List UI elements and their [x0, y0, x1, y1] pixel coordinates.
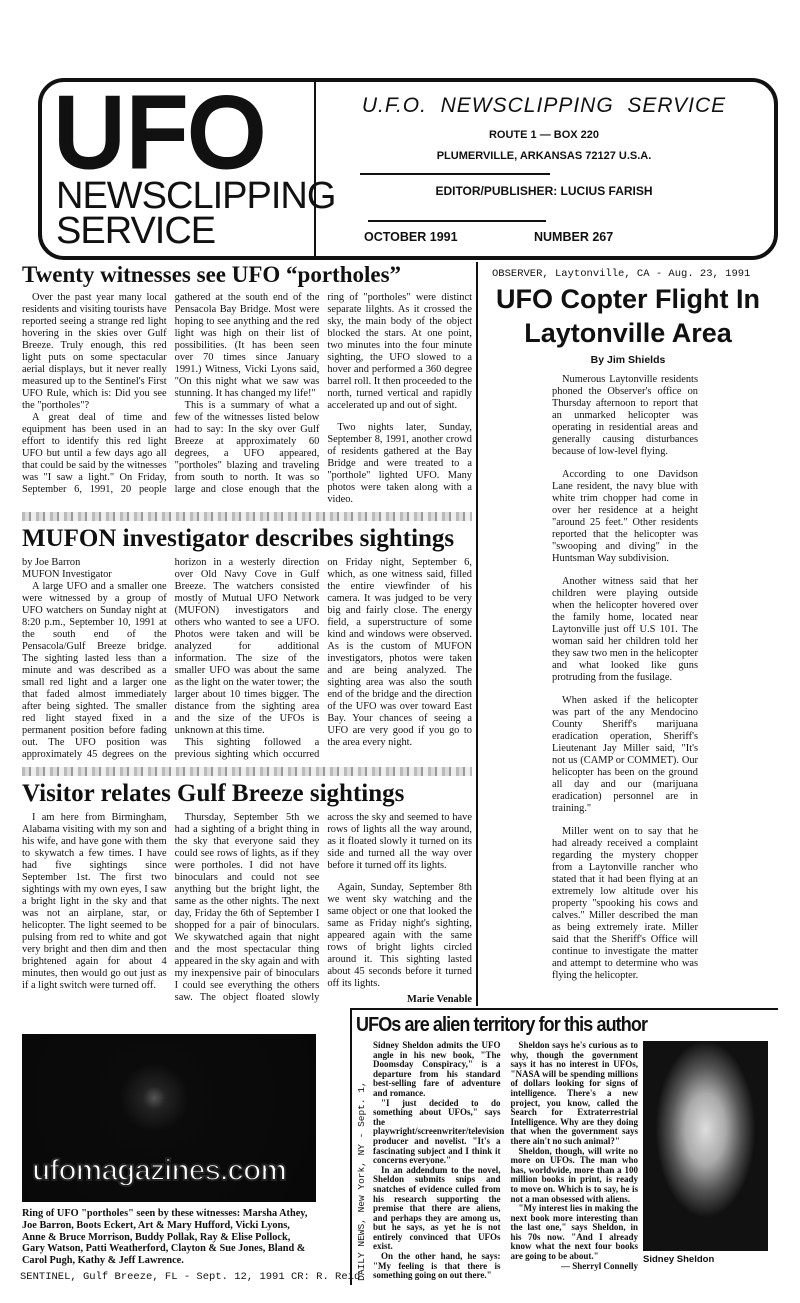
byline-role: MUFON Investigator [22, 569, 112, 581]
photo-caption: Sidney Sheldon [643, 1254, 715, 1265]
byline: by Joe Barron [22, 557, 81, 569]
bottom-wrap [0, 1008, 800, 1285]
article-headline: UFO Copter Flight In Laytonville Area [496, 284, 760, 348]
paragraph: Sheldon, though, will write no more on UFOs. The man who has, worldwide, more than a 100 million books in print, is ready to move on. Which is to say, he is not a man obsessed with aliens. [510, 1145, 638, 1204]
paragraph: This is a summary of what a few of the witnesses listed below had to say: In the sky over Gulf Breeze at approximately 60 degrees, a UFO appeared, "portholes" blazing and traveling from south to north. It was so large and close enough that the ring of "portholes" were distinct separate lilghts. As it crossed the sky, the main body of the object blocked the stars. At one point, two minutes into the four minute sighting, the UFO slowed to a hover and performed a 360 degree barrel roll. It then proceeded to the north, turned vertical and rapidly accelerated up and out of sight. [174, 292, 472, 496]
paragraph: A large UFO and a smaller one were witnessed by a group of UFO watchers on Sunday night at 8:20 p.m., September 10, 1991 at the south end of the Pensacola/Gulf Breeze bridge. The sighting lasted less than a minute and was described as a small red light and a larger one that faded almost immediately after being sighted. The smaller red light stayed fixed in a permanent position before fading out. The UFO position was approximately 45 degrees on the horizon in a westerly direction over Old Navy Cove in Gulf Breeze. The watchers consisted mostly of Mutual UFO Network (MUFON) investigators and others who wanted to see a UFO. Photos were taken and will be analyzed for additional information. The size of the smaller UFO was about the same as the light on the water tower; the larger about 10 times bigger. The distance from the sighting area and the size of the UFOs is unknown at this time. [22, 557, 320, 761]
divider [368, 220, 546, 222]
paragraph: Miller went on to say that he had already received a complaint regarding the mystery chopper from a Laytonville rancher who stated that it had been flying at an extremely low altitude over his property "spooking his cows and calves." Miller described the man as being extremely irate. Miller said that the Sheriff's Office will continue to investigate the matter and attempt to determine who was flying the helicopter. [552, 826, 698, 981]
article-body [22, 557, 472, 761]
clipping-source: DAILY NEWS, New York, NY - Sept. 1, [356, 1081, 367, 1281]
divider [360, 173, 550, 175]
article-body [373, 1041, 638, 1281]
article-body [22, 292, 472, 506]
photo-caption: Ring of UFO "portholes" seen by these witnesses: Marsha Athey, Joe Barron, Boots Eckert, Art & Mary Hufford, Vicki Lyons, Anne & Bruce Morrison, Buddy Pollak, Ray & Elise Pollock, Gary Watson, Patti Weatherford, Clayton & Sue Jones, Bland & Carol Pugh, Kathy & Jeff Lawrence. [22, 1208, 308, 1267]
logo-ufo: UFO [54, 77, 267, 187]
paragraph: Over the past year many local residents and visiting tourists have reported seeing a strange red light hovering in the skies over Gulf Breeze. Truly enough, this red light puts on some spectacular aerial displays, but it never really measured up to the Sentinel's First UFO Rule, which is: Did you see the "portholes"? [22, 292, 167, 412]
ufo-photo [22, 1034, 316, 1202]
sheldon-article [350, 1008, 778, 1285]
sheldon-grid [356, 1041, 778, 1281]
signature: Marie Venable [407, 993, 472, 1005]
author-credit: — Sherryl Connelly [560, 1260, 638, 1271]
separator-band [22, 512, 472, 521]
issue-number: NUMBER 267 [534, 230, 614, 244]
photo-section [20, 1008, 361, 1285]
paragraph: Another witness said that her children were playing outside when the helicopter hovered over the family home, located near Laytonville just off U.S 101. The woman said her children told her they saw two men in the helicopter and what looked like guns protruding from the fusilage. [552, 576, 698, 683]
paragraph: When asked if the helicopter was part of the any Mendocino County Sheriff's marijuana eradication operation, Sheriff's Lieutenant Jay Miller said, "It's not us (CAMP or COMMET). Our helicopter has been on the ground all day and our (marijuana eradication) personnel are in training." [552, 695, 698, 814]
article-body [22, 812, 472, 1006]
logo-service: SERVICE [56, 210, 216, 252]
watermark: ufomagazines.com [32, 1154, 287, 1187]
bottom-section [22, 1008, 778, 1285]
article-headline: UFOs are alien territory for this author [356, 1014, 648, 1036]
paragraph: Thursday, September 5th we had a sighting of a bright thing in the sky that everyone said they could see rows of lights, as if they were portholes. I did not have binoculars and could not see anything but the bright light, the same as the other nights. The next day, Friday the 6th of September I shopped for a pair of binoculars. We skywatched again that night and the most spectacular thing appeared in the sky again and with my inexpensive pair of binoculars I could see everything the others saw. The object floated slowly across the sky and seemed to have rows of lights all the way around, as it floated slowly it turned on its side and turned all the way over before it turned off its lights. [174, 811, 472, 1003]
byline: By Jim Shields [590, 354, 666, 366]
logo-newsclipping: NEWSCLIPPING [56, 175, 336, 217]
editor-line: EDITOR/PUBLISHER: LUCIUS FARISH [435, 184, 653, 198]
article-headline: Visitor relates Gulf Breeze sightings [22, 780, 405, 808]
top-section [22, 262, 778, 1006]
address-line-1: ROUTE 1 — BOX 220 [488, 129, 600, 141]
clipping-source: OBSERVER, Laytonville, CA - Aug. 23, 1991 [492, 268, 751, 280]
paragraph: I am here from Birmingham, Alabama visiting with my son and his wife, and have gone with them to skywatch a few times. I have had five sightings since September 1st. The first two sightings with my own eyes, I saw a bright light in the sky and that was not an airplane, star, or helicopter. The light seemed to be pulsing from red to white and got very bright and then dim and then brightened again for about 4 minutes, then would go out just as if a light switch were turned off. [22, 811, 167, 991]
masthead [38, 78, 778, 260]
left-column [22, 262, 476, 1006]
separator-band [22, 767, 472, 776]
paragraph: On the other hand, he says: "My feeling is that there is something going on out there." [373, 1251, 501, 1281]
paragraph: This sighting followed a previous sighting which occurred on Friday night, September 6, which, as one witness said, filled the entire viewfinder of his camera. It was judged to be very big and fairly close. The energy field, a superstructure of some kind and windows were observed. As is the custom of MUFON investigators, photos were taken and are being analyzed. The sighting area was also the south end of the bridge and the direction of the UFO was over toward East Bay. Your chances of seeing a UFO are very good if you go to the area every night. [174, 557, 472, 761]
author-photo-block [643, 1041, 768, 1281]
article-body [552, 374, 698, 982]
publication-title: U.F.O. NEWSCLIPPING SERVICE [361, 94, 727, 117]
paragraph: Two nights later, Sunday, September 8, 1991, another crowd of residents gathered at the Bay Bridge and were treated to a "porthole" lighted UFO. Many photos were taken along with a video. [327, 422, 472, 506]
paragraph: Again, Sunday, September 8th we went sky watching and the same object or one that looked the same as Friday night's sighting, appeared again with the same rows of bright lights circled around it. This sighting lasted about 45 seconds before it turned off its lights. [327, 881, 472, 989]
address-line-2: PLUMERVILLE, ARKANSAS 72127 U.S.A. [436, 150, 652, 162]
issue-date: OCTOBER 1991 [364, 230, 458, 244]
paragraph: Sheldon says he's curious as to why, though the government says it has no interest in UFOs, "NASA will be spending millions of dollars looking for signs of intelligence. There's a new project, you know, called the Search for Extraterrestrial Intelligence. Why are they doing that when the government says there ain't no such animal?" [510, 1040, 638, 1146]
paragraph: A great deal of time and equipment has been used in an effort to identify this red light UFO but until a few days ago all that could be said by the witnesses was "I saw a light." On Friday, September 6, 1991, 20 people gathered at the south end of the Pensacola Bay Bridge. Most were hoping to see anything and the red light was high on their list of possibilities. (It has been seen over 70 times since January 1991.) Witness, Vicki Lyons said, "On this night what we saw was stunning. It has changed my life!" [22, 292, 320, 496]
right-column [476, 262, 778, 1006]
paragraph: "My interest lies in making the next book more interesting than the last one," says Sheldon, in his 70s now. "And I already know what the next four books are going to be about." [510, 1203, 638, 1262]
author-photo [643, 1041, 768, 1251]
article-headline: Twenty witnesses see UFO “portholes” [22, 262, 402, 287]
paragraph: Numerous Laytonville residents phoned the Observer's office on Thursday afternoon to report that an unmarked helicopter was operating in residential areas and generally causing disturbances because of low-level flying. [552, 374, 698, 457]
paragraph: In an addendum to the novel, Sheldon submits snips and snatches of evidence culled from his research supporting the premise that there are aliens, and perhaps they are among us, but he says, as yet he is not entirely convinced that UFOs exist. [373, 1164, 501, 1252]
clipping-source: SENTINEL, Gulf Breeze, FL - Sept. 12, 1991 CR: R. Reid [20, 1270, 361, 1283]
paragraph: According to one Davidson Lane resident, the navy blue with white trim chopper had come in over her residence at a height "around 25 feet." Other residents reported that the helicopter was "swooping and diving" in the Huntsman Way subdivision. [552, 469, 698, 564]
paragraph: "I just decided to do something about UFOs," says the playwright/screenwriter/television producer and novelist. "It's a fascinating subject and I think it concerns everyone." [373, 1097, 505, 1166]
article-headline: MUFON investigator describes sightings [22, 525, 455, 553]
paragraph: Sidney Sheldon admits the UFO angle in his new book, "The Doomsday Conspiracy," is a departure from his standard best-selling fare of adventure and romance. [373, 1040, 501, 1098]
